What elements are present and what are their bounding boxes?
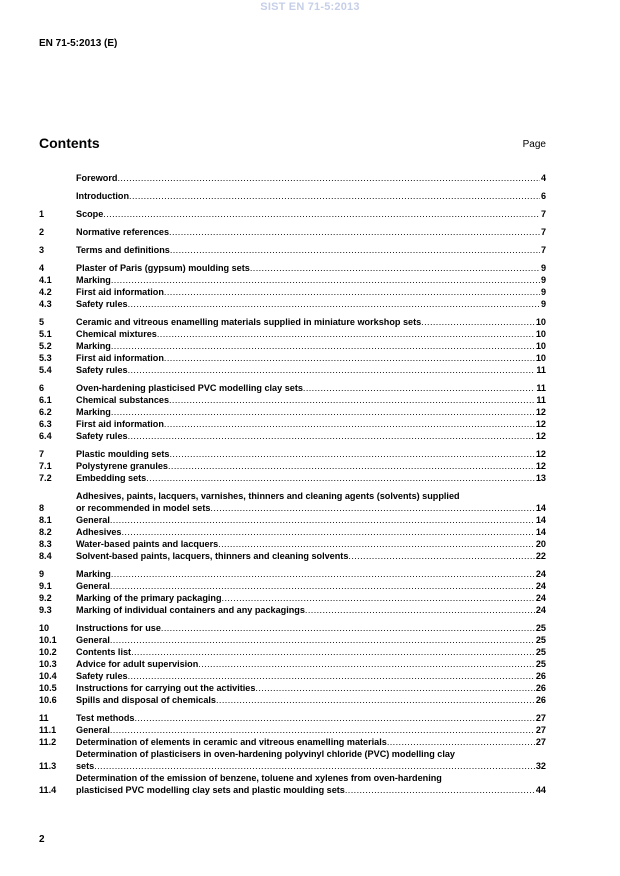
toc-entry-page: 27 [535,725,546,735]
toc-entry-number: 6.4 [39,431,52,441]
toc-entry[interactable] [39,226,546,238]
toc-entry-page: 10 [535,353,546,363]
dot-leader [168,460,535,472]
toc-entry-page: 6 [540,191,546,201]
toc-entry-title: Safety rules [76,299,128,309]
toc-entry-page: 7 [540,227,546,237]
toc-entry-page: 10 [535,329,546,339]
dot-leader [387,736,535,748]
dot-leader [146,472,535,484]
toc-entry[interactable] [39,430,546,442]
dot-leader [128,298,540,310]
toc-entry-title: Marking [76,341,111,351]
document-id: EN 71-5:2013 (E) [39,38,118,49]
toc-entry-title: Marking [76,407,111,417]
dot-leader [161,622,535,634]
toc-entry[interactable] [39,604,546,616]
toc-entry[interactable] [39,352,546,364]
toc-entry-number: 6.3 [39,419,52,429]
toc-entry-page: 9 [540,299,546,309]
toc-entry-title-continued: sets [76,761,95,771]
toc-entry[interactable] [39,634,546,646]
toc-entry-number: 11 [39,713,49,723]
toc-entry-title: Spills and disposal of chemicals [76,695,216,705]
toc-entry-page: 12 [535,461,546,471]
toc-entry-page: 24 [535,569,546,579]
dot-leader [122,526,535,538]
toc-entry-title: First aid information [76,419,164,429]
toc-entry-page: 24 [535,581,546,591]
toc-entry-page: 12 [535,431,546,441]
toc-entry-title: Safety rules [76,431,128,441]
toc-entry[interactable] [39,538,546,550]
dot-leader [110,514,535,526]
dot-leader [216,694,535,706]
toc-entry-number: 5.2 [39,341,52,351]
toc-group [39,244,546,256]
toc-entry-number: 11.3 [39,761,57,771]
toc-entry-number: 6.1 [39,395,52,405]
toc-group [39,568,546,616]
toc-entry-page: 9 [540,287,546,297]
toc-entry-number: 10 [39,623,50,633]
toc-entry[interactable] [39,670,546,682]
toc-entry-title: Test methods [76,713,135,723]
toc-entry-title: Polystyrene granules [76,461,168,471]
toc-entry[interactable] [39,244,546,256]
toc-entry-page: 24 [535,593,546,603]
toc-group [39,382,546,442]
toc-entry-title: Determination of elements in ceramic and vitreous enamelling materials [76,737,387,747]
toc-entry-title-continued: or recommended in model sets [76,503,211,513]
toc-entry-number: 4.3 [39,299,52,309]
toc-entry[interactable] [39,172,546,184]
toc-entry[interactable] [39,550,546,562]
toc-entry[interactable] [39,274,546,286]
dot-leader [103,208,540,220]
dot-leader [198,658,535,670]
dot-leader [131,646,535,658]
toc-entry-page: 27 [535,737,546,747]
toc-entry-number: 10.5 [39,683,57,693]
toc-entry-title: First aid information [76,287,164,297]
toc-entry-page: 25 [535,623,546,633]
toc-group [39,226,546,238]
toc-entry-number: 7.1 [39,461,52,471]
toc-entry[interactable] [39,316,546,328]
dot-leader [421,316,535,328]
toc-entry[interactable] [39,646,546,658]
toc-group [39,448,546,484]
toc-entry-number: 8 [39,503,45,513]
toc-group [39,490,546,562]
toc-entry-number: 7 [39,449,45,459]
toc-entry-number: 10.1 [39,635,57,645]
toc-entry-title: Safety rules [76,365,128,375]
dot-leader [117,172,540,184]
dot-leader [164,286,540,298]
toc-entry-page: 14 [535,515,546,525]
toc-entry-title: Marking [76,275,111,285]
dot-leader [111,406,535,418]
toc-entry-title: Solvent-based paints, lacquers, thinners and cleaning solvents [76,551,349,561]
toc-entry-number: 10.4 [39,671,57,681]
dot-leader [218,538,535,550]
toc-entry-title: Plaster of Paris (gypsum) moulding sets [76,263,250,273]
toc-group [39,208,546,220]
toc-entry-number: 7.2 [39,473,52,483]
toc-group [39,712,546,796]
toc-entry-page: 25 [535,659,546,669]
toc-entry-number: 4.2 [39,287,52,297]
toc-entry-title: Determination of plasticisers in oven-hardening polyvinyl chloride (PVC) modelling clay [76,749,455,759]
contents-title: Contents [39,135,100,151]
toc-entry-number: 9.3 [39,605,52,615]
toc-entry-page: 44 [535,785,546,795]
toc-entry[interactable] [39,514,546,526]
table-of-contents [39,172,546,802]
dot-leader [345,784,535,796]
toc-entry[interactable] [39,568,546,580]
toc-entry-title: General [76,581,110,591]
dot-leader [110,724,535,736]
toc-entry-page: 13 [535,473,546,483]
dot-leader [129,190,540,202]
toc-entry[interactable] [39,262,546,274]
toc-entry-page: 22 [535,551,546,561]
toc-entry-number: 1 [39,209,45,219]
toc-entry-title: General [76,515,110,525]
dot-leader [128,430,535,442]
toc-entry[interactable] [39,682,546,694]
toc-entry-page: 4 [540,173,546,183]
toc-entry-page: 9 [540,275,546,285]
toc-entry-title: Foreword [76,173,118,183]
toc-entry-number: 9.1 [39,581,52,591]
toc-entry-title: Marking [76,569,111,579]
dot-leader [110,580,535,592]
toc-entry-page: 25 [535,647,546,657]
toc-entry-title: Marking of individual containers and any packagings [76,605,305,615]
toc-entry-page: 12 [535,419,546,429]
toc-entry-page: 7 [540,245,546,255]
toc-entry[interactable] [39,472,546,484]
toc-entry-number: 4 [39,263,45,273]
toc-entry-title: Contents list [76,647,132,657]
toc-entry[interactable] [39,328,546,340]
toc-entry[interactable] [39,658,546,670]
toc-entry[interactable] [39,622,546,634]
toc-entry-number: 10.6 [39,695,57,705]
toc-entry[interactable] [39,712,546,724]
toc-entry-page: 7 [540,209,546,219]
dot-leader [169,394,535,406]
toc-entry-number: 11.1 [39,725,57,735]
toc-entry-number: 10.3 [39,659,57,669]
toc-entry-title: Scope [76,209,104,219]
toc-entry-title: Plastic moulding sets [76,449,170,459]
toc-entry-title: Adhesives, paints, lacquers, varnishes, thinners and cleaning agents (solvents) supplied [76,491,460,501]
toc-entry-page: 10 [535,341,546,351]
toc-entry-number: 9.2 [39,593,52,603]
toc-entry-number: 8.1 [39,515,52,525]
dot-leader [250,262,540,274]
toc-group [39,190,546,202]
toc-entry-page: 25 [535,635,546,645]
toc-entry-page: 12 [535,449,546,459]
toc-entry-title: Instructions for use [76,623,161,633]
toc-entry-page: 11 [536,395,546,405]
toc-entry-page: 14 [535,503,546,513]
toc-entry[interactable] [39,406,546,418]
toc-entry-title: Introduction [76,191,130,201]
toc-entry-number: 5.4 [39,365,52,375]
toc-entry-title-continued: plasticised PVC modelling clay sets and plastic moulding sets [76,785,345,795]
toc-entry-page: 12 [535,407,546,417]
dot-leader [169,226,540,238]
toc-entry[interactable] [39,286,546,298]
dot-leader [305,604,535,616]
toc-entry-page: 26 [535,695,546,705]
toc-group [39,262,546,310]
toc-entry[interactable] [39,580,546,592]
toc-entry-number: 6 [39,383,45,393]
toc-entry-page: 26 [535,671,546,681]
watermark: SIST EN 71-5:2013 [260,1,360,13]
dot-leader [210,502,534,514]
toc-entry[interactable] [39,448,546,460]
toc-entry[interactable] [39,340,546,352]
toc-entry[interactable] [39,364,546,376]
toc-entry-title: Determination of the emission of benzene, toluene and xylenes from oven-hardening [76,773,442,783]
toc-entry[interactable] [39,418,546,430]
dot-leader [255,682,534,694]
toc-entry[interactable] [39,298,546,310]
dot-leader [110,634,535,646]
dot-leader [170,448,535,460]
toc-entry-title: Oven-hardening plasticised PVC modelling clay sets [76,383,303,393]
page-number: 2 [39,834,45,845]
toc-entry-page: 10 [535,317,546,327]
dot-leader [222,592,535,604]
toc-group [39,172,546,184]
dot-leader [111,274,540,286]
toc-entry-number: 8.3 [39,539,52,549]
toc-entry-number: 6.2 [39,407,52,417]
toc-entry-page: 24 [535,605,546,615]
toc-entry-title: Normative references [76,227,170,237]
toc-entry-number: 9 [39,569,45,579]
toc-entry-page: 32 [535,761,546,771]
toc-entry-title: Adhesives [76,527,122,537]
toc-entry[interactable] [39,748,546,772]
dot-leader [111,340,535,352]
toc-entry-number: 5 [39,317,45,327]
toc-entry[interactable] [39,592,546,604]
toc-entry-title: General [76,635,110,645]
toc-entry-number: 2 [39,227,45,237]
toc-entry-number: 5.1 [39,329,52,339]
toc-entry-number: 8.4 [39,551,52,561]
toc-entry[interactable] [39,190,546,202]
toc-entry-page: 27 [535,713,546,723]
toc-entry-title: General [76,725,110,735]
toc-entry[interactable] [39,490,546,514]
toc-entry-title: Instructions for carrying out the activities [76,683,256,693]
toc-entry-number: 4.1 [39,275,52,285]
toc-entry-page: 20 [535,539,546,549]
toc-entry-title: Embedding sets [76,473,147,483]
toc-entry[interactable] [39,526,546,538]
toc-entry-title: Water-based paints and lacquers [76,539,219,549]
toc-entry-number: 3 [39,245,45,255]
dot-leader [170,244,540,256]
toc-entry-title: Ceramic and vitreous enamelling materials supplied in miniature workshop sets [76,317,422,327]
toc-entry-page: 26 [535,683,546,693]
toc-entry[interactable] [39,460,546,472]
toc-entry-number: 8.2 [39,527,52,537]
toc-entry-number: 5.3 [39,353,52,363]
toc-entry-title: Safety rules [76,671,128,681]
dot-leader [128,364,536,376]
toc-group [39,316,546,376]
toc-entry[interactable] [39,736,546,748]
toc-entry-page: 14 [535,527,546,537]
page-column-label: Page [522,139,546,150]
dot-leader [111,568,535,580]
dot-leader [164,418,535,430]
toc-entry-title: Chemical mixtures [76,329,157,339]
dot-leader [303,382,535,394]
toc-entry[interactable] [39,208,546,220]
toc-entry[interactable] [39,772,546,796]
toc-entry-page: 9 [540,263,546,273]
dot-leader [157,328,535,340]
dot-leader [134,712,534,724]
dot-leader [348,550,534,562]
toc-entry[interactable] [39,394,546,406]
toc-entry-page: 11 [536,365,546,375]
toc-entry[interactable] [39,382,546,394]
toc-group [39,622,546,706]
toc-entry[interactable] [39,724,546,736]
toc-entry-title: Chemical substances [76,395,169,405]
toc-entry-title: Terms and definitions [76,245,170,255]
toc-entry-number: 11.4 [39,785,57,795]
toc-entry[interactable] [39,694,546,706]
toc-entry-title: First aid information [76,353,164,363]
toc-entry-page: 11 [536,383,546,393]
dot-leader [128,670,535,682]
toc-entry-title: Advice for adult supervision [76,659,199,669]
toc-entry-number: 10.2 [39,647,57,657]
toc-entry-title: Marking of the primary packaging [76,593,222,603]
toc-entry-number: 11.2 [39,737,57,747]
dot-leader [164,352,535,364]
dot-leader [94,760,535,772]
